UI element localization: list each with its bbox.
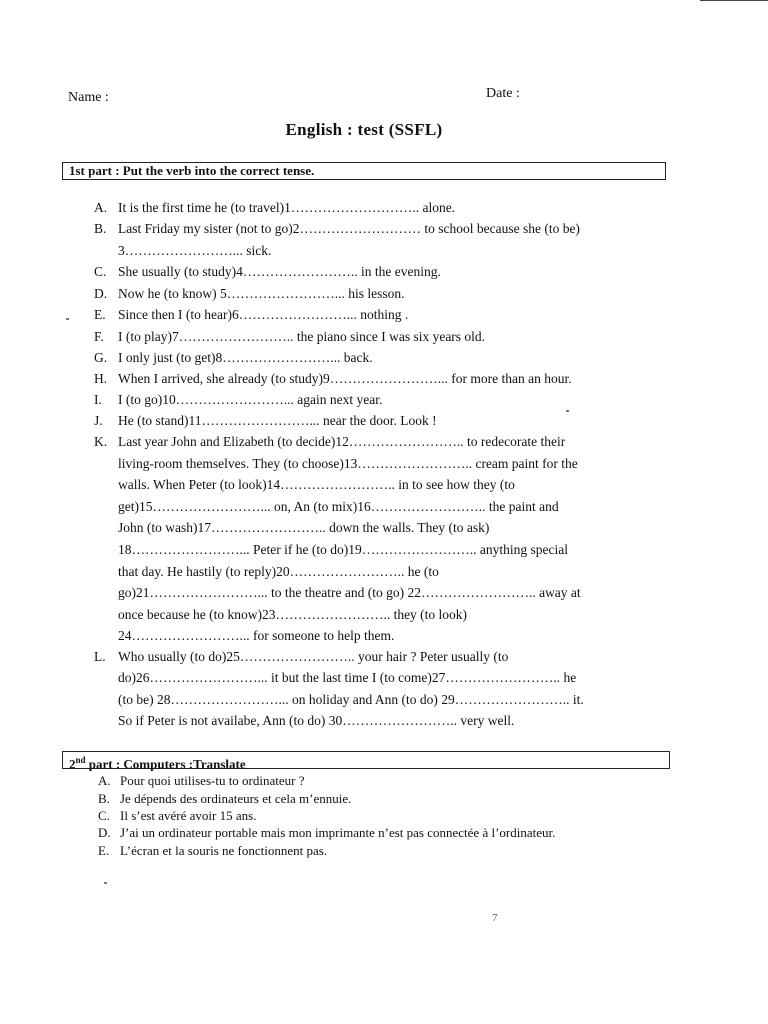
translate-item-e: E. L’écran et la souris ne fonctionnent pas. xyxy=(98,843,328,858)
exercise-item-l-line: So if Peter is not availabe, Ann (to do) 30…………………….. very well. xyxy=(118,713,515,728)
exercise-item-k-line: 18……………………... Peter if he (to do)19…………………….. anything special xyxy=(118,542,568,557)
exercise-item-k-line: go)21……………………... to the theatre and (to go) 22…………………….. away at xyxy=(118,585,581,600)
part2-heading-text: part : Computers :Translate xyxy=(85,756,246,772)
translate-item-d: D. J’ai un ordinateur portable mais mon imprimante n’est pas connectée à l’ordinateur. xyxy=(98,825,556,840)
part2-heading-prefix: 2 xyxy=(69,756,76,772)
exercise-item-c: C. She usually (to study)4…………………….. in the evening. xyxy=(94,264,441,279)
page-mark: 7 xyxy=(492,912,498,924)
exercise-item-l: L. Who usually (to do)25…………………….. your hair ? Peter usually (to xyxy=(94,649,509,664)
exercise-item-i: I. I (to go)10……………………... again next year. xyxy=(94,392,383,407)
exercise-item-k-line: get)15……………………... on, An (to mix)16…………………….. the paint and xyxy=(118,499,559,514)
exercise-item-h: H. When I arrived, she already (to study)9……………………... for more than an hour. xyxy=(94,371,572,386)
exercise-item-a: A. It is the first time he (to travel)1……………………….. alone. xyxy=(94,200,456,215)
scan-speck xyxy=(66,318,69,320)
exercise-item-g: G. I only just (to get)8……………………... back. xyxy=(94,350,373,365)
exercise-item-k-line: once because he (to know)23…………………….. they (to look) xyxy=(118,607,468,622)
exercise-item-l-line: (to be) 28……………………... on holiday and Ann (to do) 29…………………….. it. xyxy=(118,692,584,707)
exercise-item-k-line: living-room themselves. They (to choose)13…………………….. cream paint for the xyxy=(118,456,578,471)
part2-heading-sup: nd xyxy=(75,755,86,765)
date-label: Date : xyxy=(486,86,520,101)
translate-item-a: A. Pour quoi utilises-tu to ordinateur ? xyxy=(98,773,305,788)
exercise-item-d: D. Now he (to know) 5……………………... his lesson. xyxy=(94,286,405,301)
name-label: Name : xyxy=(68,90,109,105)
part1-heading-box xyxy=(62,162,666,180)
exercise-item-k-line: John (to wash)17…………………….. down the walls. They (to ask) xyxy=(118,520,490,535)
exercise-item-f: F. I (to play)7…………………….. the piano since I was six years old. xyxy=(94,329,486,344)
exercise-item-e: E. Since then I (to hear)6……………………... nothing . xyxy=(94,307,409,322)
exercise-item-k-line: that day. He hastily (to reply)20…………………….. he (to xyxy=(118,564,439,579)
translate-item-b: B. Je dépends des ordinateurs et cela m’ennuie. xyxy=(98,791,352,806)
exercise-item-j: J. He (to stand)11……………………... near the door. Look ! xyxy=(94,413,437,428)
exercise-item-k-line: walls. When Peter (to look)14…………………….. in to see how they (to xyxy=(118,477,515,492)
scan-speck xyxy=(566,410,569,412)
exercise-item-b-cont: 3……………………... sick. xyxy=(118,243,272,258)
exercise-item-b: B. Last Friday my sister (not to go)2……………………… to school because she (to be) xyxy=(94,221,580,236)
scan-edge-line xyxy=(700,0,768,1)
scan-speck xyxy=(104,882,107,884)
exercise-item-l-line: do)26……………………... it but the last time I (to come)27…………………….. he xyxy=(118,670,577,685)
part2-heading-box xyxy=(62,751,670,772)
exercise-item-k: K. Last year John and Elizabeth (to decide)12…………………….. to redecorate their xyxy=(94,434,566,449)
page-title: English : test (SSFL) xyxy=(285,120,443,139)
translate-item-c: C. Il s’est avéré avoir 15 ans. xyxy=(98,808,257,823)
part1-heading: 1st part : Put the verb into the correct tense. xyxy=(69,163,315,178)
exercise-item-k-line: 24……………………... for someone to help them. xyxy=(118,628,395,643)
